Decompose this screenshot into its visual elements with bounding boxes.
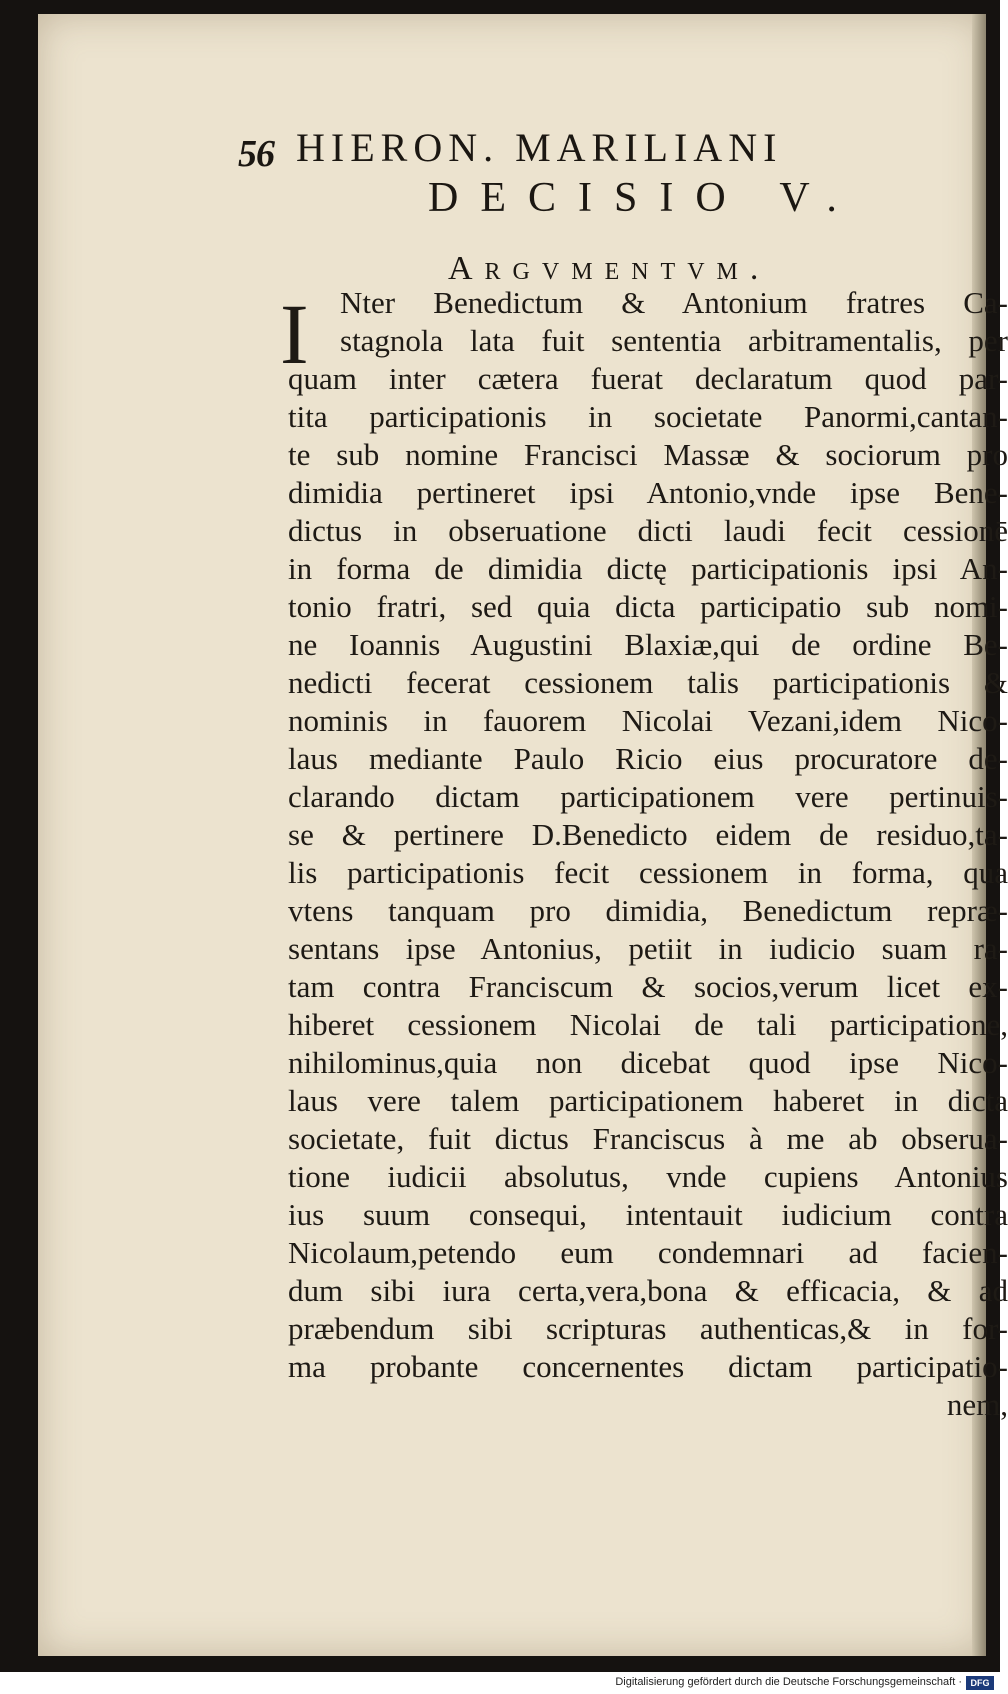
- text-line: lis participationis fecit cessionem in forma, qua: [288, 855, 1008, 890]
- text-line: vtens tanquam pro dimidia, Benedictum repræ-: [288, 893, 1008, 928]
- text-line: stagnola lata fuit sententia arbitramentalis, per: [340, 323, 1008, 358]
- footer: [0, 1674, 1000, 1694]
- text-line: te sub nomine Francisci Massæ & sociorum pro: [288, 437, 1008, 472]
- text-line: nihilominus,quia non dicebat quod ipse Nico-: [288, 1045, 1008, 1080]
- text-line: tam contra Franciscum & socios,verum licet ex-: [288, 969, 1008, 1004]
- section-title: DECISIO V.: [428, 175, 859, 221]
- book-page: [38, 14, 1008, 1656]
- text-line: ma probante concernentes dictam participatio-: [288, 1349, 1008, 1384]
- text-line: se & pertinere D.Benedicto eidem de residuo,ta-: [288, 817, 1008, 852]
- text-line: dictus in obseruatione dicti laudi fecit cessionē: [288, 513, 1008, 548]
- text-line: nominis in fauorem Nicolai Vezani,idem Nico-: [288, 703, 1008, 738]
- section-subtitle: Argvmentvm.: [448, 250, 771, 287]
- text-line: tita participationis in societate Panormi,cantan-: [288, 399, 1008, 434]
- text-line: Nter Benedictum & Antonium fratres Ca-: [340, 285, 1008, 320]
- text-line: dum sibi iura certa,vera,bona & efficacia, & ad: [288, 1273, 1008, 1308]
- text-line: sentans ipse Antonius, petiit in iudicio suam ra-: [288, 931, 1008, 966]
- text-line: ius suum consequi, intentauit iudicium contra: [288, 1197, 1008, 1232]
- text-line: laus vere talem participationem haberet in dicta: [288, 1083, 1008, 1118]
- text-line: quam inter cætera fuerat declaratum quod par-: [288, 361, 1008, 396]
- text-line: in forma de dimidia dictę participationis ipsi An-: [288, 551, 1008, 586]
- funding-credit: Digitalisierung gefördert durch die Deutsche Forschungsgemeinschaft ·: [615, 1676, 962, 1688]
- text-line: societate, fuit dictus Franciscus à me ab obserua-: [288, 1121, 1008, 1156]
- text-line: Nicolaum,petendo eum condemnari ad facien-: [288, 1235, 1008, 1270]
- catchword: nem,: [946, 1387, 1008, 1422]
- running-head: HIERON. MARILIANI: [296, 125, 783, 170]
- text-line: dimidia pertineret ipsi Antonio,vnde ipse Bene-: [288, 475, 1008, 510]
- page-number: 56: [238, 133, 274, 175]
- drop-cap: I: [280, 286, 309, 382]
- dfg-logo: DFG: [966, 1676, 994, 1690]
- text-line: clarando dictam participationem vere pertinuis-: [288, 779, 1008, 814]
- text-line: tione iudicii absolutus, vnde cupiens Antonius: [288, 1159, 1008, 1194]
- text-line: laus mediante Paulo Ricio eius procuratore de-: [288, 741, 1008, 776]
- text-line: ne Ioannis Augustini Blaxiæ,qui de ordine Be-: [288, 627, 1008, 662]
- text-line: tonio fratri, sed quia dicta participatio sub nomi-: [288, 589, 1008, 624]
- text-line: nedicti fecerat cessionem talis participationis &: [288, 665, 1008, 700]
- body-text: [280, 284, 1008, 1424]
- text-line: præbendum sibi scripturas authenticas,& in for-: [288, 1311, 1008, 1346]
- text-line: hiberet cessionem Nicolai de tali participatione,: [288, 1007, 1008, 1042]
